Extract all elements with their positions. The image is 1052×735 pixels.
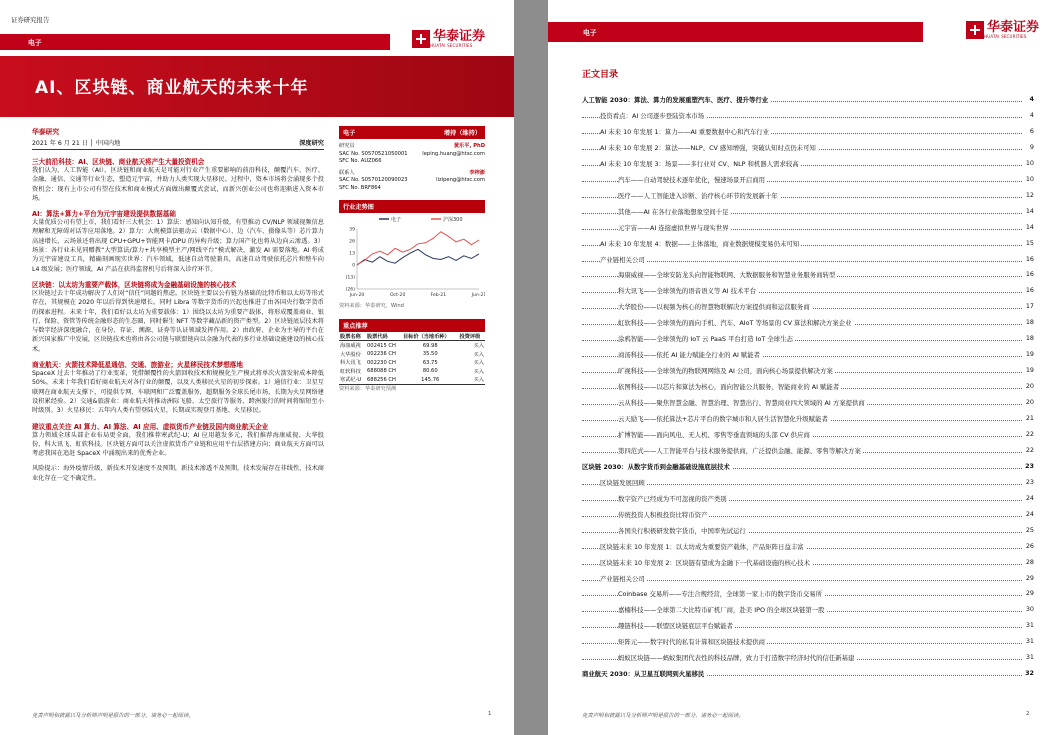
analyst-role: 联系人 [339,169,355,176]
toc-label: 商业航天 2030：从卫星互联网到火星移民 [582,670,705,679]
toc-label: 趣链科技——联盟区块链底层平台赋能者 [618,622,734,631]
toc-label: 投资看点：AI 公司逐步登陆资本市场 [600,111,705,120]
toc-row [582,159,1034,171]
toc-label: 区块链未来 10 年发展 2：区块链有望成为金融下一代基础设施的核心技术 [600,558,811,567]
analyst-sac: SAC No. S0570521050001 [339,150,408,157]
toc-label: 云天励飞——依托算法+芯片平台的数字城市和人居生活智慧化升级赋能者 [618,415,828,423]
rec-title: 重点推荐 [339,319,485,332]
table-row [339,350,485,359]
toc-dots [582,261,1022,262]
table-cell: 寒武纪-U [340,377,362,384]
section-heading: 建议重点关注 AI 算力、AI 算法、AI 应用、虚拟货币产业链及国内商业航天企业 [32,422,269,431]
toc-page: 31 [1025,653,1034,662]
toc-page: 29 [1025,589,1034,598]
toc-row [582,430,1034,442]
toc-row [582,350,1034,362]
disclaimer-footer: 免责声明和披露以及分析师声明是报告的一部分，请务必一起阅读。 [582,713,744,719]
table-cell: 80.60 [422,368,438,375]
toc-page: 20 [1025,398,1034,407]
summary-column [32,126,324,483]
toc-row [582,223,1034,235]
analyst-name: 黄乐平, PhD [453,143,485,149]
logo-mark-icon [966,21,984,39]
summary-section [32,279,324,354]
trend-title: 行业走势图 [339,200,485,213]
series-line-electronics [357,249,479,265]
toc-page: 4 [1029,110,1034,119]
sector-tag: 电子 [583,29,597,37]
analyst-sac: SAC No. S0570120090023 [339,177,408,184]
title-banner [0,56,514,117]
date-region: 2021 年 6 月 21 日 │ 中国内地 [32,140,121,147]
toc-page: 14 [1025,222,1034,231]
analyst-card [339,170,485,193]
toc-label: 蚂蚁区块链——蚂蚁集团代表性的科技品牌，致力于打造数字经济时代的信任新基建 [618,654,855,663]
toc-label: 产业链相关公司 [600,574,645,583]
sector-bar [548,22,923,42]
toc-row [582,605,1034,617]
toc-row [582,462,1034,474]
page-number: 2 [1026,711,1030,717]
section-body: 我们认为，人工智能（AI）、区块链和商业航天是可能对行业产生重要影响的前沿科技，颠覆汽车、医疗、金融、通信、交通等行业生态，塑造元宇宙，并助力人类实现大星移民。过程中，资本市场将会涌现多个投资机会：现有上市公司有望在技术和商业模式方面做出颠覆式尝试，而新兴创业公司也将迎渐进入资本市场。 [32,167,324,202]
analyst-email: lizipeng@htsc.com [436,177,485,184]
table-row [339,376,485,385]
huatai-logo: 华泰证券 HUATAI SECURITIES [412,30,485,48]
table-header-cell: 股票名称 [339,332,366,341]
toc-dots [582,580,1022,581]
sector-tag: 电子 [28,39,42,47]
toc-row [582,574,1034,586]
toc-page: 14 [1025,206,1034,215]
toc-label: 区块链未来 10 年发展 1：以太坊成为重要资产载体，产品矩阵日益丰富 [600,542,804,551]
toc-label: AI 未来 10 年发展 4：数据——主体落地，商业数据规模变易仍未可知 [600,239,800,248]
toc-page: 6 [1029,126,1034,135]
toc-label: 大华股份——以视频为核心的智慧物联解决方案提供商和运营服务商 [618,303,810,312]
report-title: AI、区块链、商业航天的未来十年 [35,78,309,98]
toc-page: 9 [1029,142,1034,151]
summary-section [32,156,324,203]
y-tick-label: 0 [352,263,355,269]
analyst-list [339,143,485,192]
toc-row [582,621,1034,633]
summary-section [32,359,324,415]
table-cell: 大华股份 [340,351,361,358]
toc-row [582,95,1034,107]
report-page-1 [0,0,514,735]
toc-page: 16 [1025,254,1034,263]
table-header-row [339,332,485,341]
table-cell: 002230 CH [366,359,396,366]
toc-label: 各国央行积极研发数字货币，中国率先试运行 [618,526,746,535]
analyst-row [339,143,485,151]
toc-page: 20 [1025,382,1034,391]
toc-title: 正文目录 [582,70,619,80]
toc-row [582,478,1034,490]
recommendation-table [339,332,485,385]
toc-label: 人工智能 2030：算法、算力的发展重塑汽车、医疗、提升等行业 [582,96,769,104]
toc-label: 矩阵元——数字时代的私有计算和区块链技术提供商 [618,638,765,647]
toc-label: 传统投资人积极投资比特币资产 [618,510,708,519]
section-heading: 商业航天：火箭技术降低星通信、交通、旅游业；火星移民技术梦想落地 [32,361,243,370]
toc-label: 区块链 2030：从数字货币到金融基础设施底层技术 [582,462,730,471]
sidebar-column [339,126,485,394]
toc-label: AI 未来 10 年发展 2：算法——NLP、CV 感知增强，突破认知时点仍未可知 [600,143,816,152]
toc-label: 其他——AI 在各行业落地想象空间十足 [618,207,729,216]
table-cell: 买入 [473,360,484,367]
toc-row [582,127,1034,139]
table-row [339,367,485,376]
toc-row [582,653,1034,665]
analyst-name: 李梓澎 [469,169,485,176]
table-header-cell: 目标价（当地币种） [402,332,459,341]
toc-row [582,558,1034,570]
disclaimer-footer: 免责声明和披露以及分析师声明是报告的一部分，请务必一起阅读。 [32,713,194,719]
section-body: 大量优质公司有望上市，我们看好三大机会：1）算法：感知向认知升级，有望推动 CV/NLP 领域视频信息理解和无障碍对话等应用落地。2）算力：大规模算法驱动云（数据中心）、边（汽车、摄像头等）芯片算力高速增长，云场景还将出现 CPU+GPU+智能网卡/DPU 的异构升级；算力国产化也将从边向云渗透。3）场景：各行业未见同赠教“大型算法/算力+共享模型主产/网线平台”模式解决，激发 AI 需要落地。AI 将成为元宇宙建设工具，精确刻画现实世界：汽车领域，低速自动驾驶兼具，高速自动驾驶依托芯片和整车向 L4 级发展；医疗领域，AI 产品在获得监督机号后将深入诊疗环节。 [32,219,324,273]
toc-row [582,382,1034,394]
y-tick-label: 26 [349,239,355,245]
y-tick-label: (13) [345,275,355,281]
toc-row [582,270,1034,282]
toc-page: 31 [1025,637,1034,646]
industry-rating-box: 电子 增持（维持） [339,126,485,139]
toc-row [582,302,1034,314]
trend-chart-svg [339,213,485,303]
toc-label: 元宇宙——AI 连接虚拟世界与现实世界 [618,223,729,232]
summary-sections [32,156,324,458]
table-cell: 买入 [473,377,484,384]
toc-page: 16 [1025,286,1034,295]
toc-row [582,143,1034,155]
section-heading: 三大前沿科技：AI、区块链、商业航天将产生大量投资机会 [32,158,205,166]
toc-row [582,334,1034,346]
toc-page: 28 [1025,557,1034,566]
y-tick-label: 39 [349,227,355,233]
x-tick-label: Jun-20 [349,293,365,299]
toc-row [582,255,1034,267]
analyst-sfc: SFC No. BRF864 [339,184,381,191]
table-cell: 63.75 [422,359,438,366]
rec-source: 资料来源：华泰研究预测 [339,384,485,394]
toc-row [582,175,1034,187]
toc-row [582,239,1034,251]
toc-row [582,669,1034,681]
toc-page: 31 [1025,621,1034,630]
summary-section [32,208,324,274]
report-type: 证券研究报告 [11,16,50,24]
analyst-row [339,170,485,178]
toc-label: 汽车——自动驾驶技术逐年优化，慢速场景开启商用 [618,175,765,184]
section-heading: 区块链：以太坊为重要产载体，区块链将成为金融基础设施的核心技术 [32,280,237,289]
toc-row [582,191,1034,203]
toc-label: Coinbase 交易所——专注合规经营，全球第一家上市的数字货币交易所 [618,590,823,599]
toc-page: 25 [1025,525,1034,534]
toc-row [582,589,1034,601]
toc-row [582,494,1034,506]
toc-label: AI 未来 10 年发展 3：场景——多行业对 CV、NLP 和机器人需求较高 [600,159,799,168]
section-body: SpaceX 过去十年推动了行业变革，凭借颠覆性的火箭回收技术和规模化生产模式将单次火箭发射成本降低 50%。未来十年我们看好商业航天对各行业的颠覆，以及人类移民火星的初步探索。1）通信行业：卫星互联网在商业航天支撑下，可提供专网、车联网和广泛覆盖服务，超期服务全球长尾市场，长期为火星网络建设积累经验。2）交通&旅游业：商业航天将推动洲际飞船、太空旅行等服务，跨洲旅行的时间将缩短至小时级别。3）火星移民：五年内人类有望登陆火星，长期或实现登月基地、火星移民。 [32,370,324,415]
toc-page: 4 [1029,95,1034,103]
toc-label: 旷视科技——全球领先的物联网网络及 AI 公司，面向核心场景提供解决方案 [618,367,833,376]
toc-page: 16 [1025,270,1034,279]
toc-page: 30 [1025,605,1034,614]
toc-row [582,398,1034,410]
toc-page: 29 [1025,573,1034,582]
section-body: 区块链过去十年成功解决了人们对“信任”问题的焦虑。区块链主要以公有链为基础的比特币和以太坊等形式存在，其规模在 2020 年以后得到快速增长。同时 Libra 等数字货币的兴起也推进了由各国央行数字货币的探索进程。未来十年，我们看好以太坊为重要载体：1）围绕以太坊为重要产载体，将形成覆盖商业、银行、保险、资管等传统金融形态的生态圈，同时催生 NFT 等数字藏品新的资产类型。2）区块链底层技术将与数字经济深度融合，在身份、存证、溯源、证券等认证领域发挥作用。2）由政府、企业为主导的平台在新兴国家推广中发展，区块链技术也将由各公司链与联盟链向以金融为代表的多行业基础设施建设的核心技术。 [32,289,324,353]
analyst-card [339,143,485,166]
x-tick-label: Oct-20 [389,293,406,299]
table-cell: 688088 CH [366,368,396,375]
risk-warning: 风险提示：海外疫情升级，新技术开发速度不及预期，新技术渗透不及预期，技术发展存在非线性，技术商业化存在一定不确定性。 [32,465,324,482]
table-row [339,359,485,368]
table-cell: 145.76 [421,376,440,383]
org-name: 华泰研究 [32,128,60,136]
toc-row [582,510,1034,522]
toc-label: 嘉楠科技——全球第二大比特币矿机厂商，赴美 IPO 的全球区块链第一股 [618,606,825,615]
table-row [339,341,485,350]
toc-page: 10 [1025,158,1034,167]
sector-bar [0,34,390,50]
toc-label: 依图科技——以芯片和算法为核心，面向智能公共服务、智能商业的 AI 赋能者 [618,383,840,392]
toc-label: 产业链相关公司 [600,255,645,264]
table-cell: 海康威视 [340,343,361,350]
toc-label: 医疗——人工智能进入诊断、治疗核心环节的发展新十年 [618,191,778,200]
analyst-row [339,177,485,185]
trend-source: 资料来源：华泰研究，Wind [339,303,404,310]
toc-page: 15 [1025,238,1034,247]
section-heading: AI：算法+算力+平台为元宇宙建设提供数据基础 [32,210,176,219]
x-tick-label: Feb-21 [430,293,447,299]
toc-page: 18 [1025,318,1034,327]
toc-page: 21 [1025,414,1034,422]
report-page-2 [548,0,1052,735]
table-cell: 002415 CH [366,342,396,349]
summary-section [32,421,324,459]
table-cell: 买入 [473,368,484,375]
legend-label: 电子 [391,217,402,224]
toc-row [582,542,1034,554]
toc-label: 区块链发展回顾 [600,478,645,487]
toc-page: 32 [1025,669,1034,678]
section-body: 算力领域全球头部企业布局更全面，我们推荐寒武纪-U；AI 应用越发多元，我们推荐海康威视、大华股份、科大讯飞、虹软科技。区块链方面可以关注虚拟货币产业链和应用平台层搭建方向；商业航天方面可以考虑我国在追赶 SpaceX 中涌现出来的优秀企业。 [32,431,324,458]
toc-dots [582,484,1022,485]
toc-page: 22 [1025,445,1034,454]
toc-page: 23 [1025,477,1034,486]
table-cell: 买入 [473,343,484,350]
toc-row [582,111,1034,123]
toc-label: 云从科技——聚焦智慧金融、智慧治理、智慧出行、智慧商业四大领域的 AI 方案提供商 [618,399,865,408]
toc-page: 12 [1025,190,1034,199]
toc-row [582,207,1034,219]
page-number: 1 [488,711,492,717]
toc-row [582,637,1034,649]
toc-page: 24 [1025,509,1034,518]
toc-label: 扩博智能——面向风电、无人机、零售等垂直领域的头部 CV 供应商 [618,430,810,439]
toc-page: 18 [1025,334,1034,343]
report-kind: 深度研究 [299,140,324,147]
table-cell: 002236 CH [366,351,396,358]
toc-label: 海康威视——全球安防龙头向智能物联网、大数据服务和智慧业务服务商转型 [618,271,836,280]
table-cell: 虹软科技 [340,368,361,375]
analyst-role: 研究员 [339,143,355,149]
toc-label: AI 未来 10 年发展 1：算力——AI 重要数据中心和汽车行业 [600,127,770,136]
toc-page: 19 [1025,350,1034,359]
toc-row [582,286,1034,298]
analyst-row [339,151,485,159]
toc-page: 10 [1025,174,1034,183]
x-tick-label: Jun-21 [471,293,485,299]
trend-chart [339,213,485,303]
toc-page: 24 [1025,493,1034,502]
logo-mark-icon [412,30,430,48]
toc-label: 涂鸦智能——全球领先的 IoT 云 PaaS 平台打造 IoT 全球生态 [618,335,793,344]
toc-label: 数字资产已经成为不可忽视的资产类别 [618,494,727,503]
toc-page: 17 [1025,302,1034,311]
table-header-cell: 投资评级 [459,332,485,341]
toc-label: 第四范式——人工智能平台与技术服务提供商，广泛提供金融、能源、零售等解决方案 [618,446,861,455]
toc-row [582,414,1034,426]
toc-page: 26 [1025,541,1034,550]
table-cell: 688256 CH [366,376,396,383]
analyst-sfc: SFC No. AUZ066 [339,158,382,165]
toc-label: 科大讯飞——全球领先的语音语义等 AI 技术平台 [618,287,757,296]
toc-row [582,446,1034,458]
table-header-cell: 股票代码 [366,332,402,341]
huatai-logo: 华泰证券 HUATAI SECURITIES [966,21,1039,39]
toc-page: 19 [1025,366,1034,375]
table-cell: 35.50 [422,351,438,358]
toc-page: 23 [1025,461,1034,470]
table-cell: 买入 [473,351,484,358]
y-tick-label: 13 [349,251,355,257]
toc-row [582,366,1034,378]
toc-label: 商汤科技——依托 AI 能力赋能全行业的 AI 赋能者 [618,351,761,360]
analyst-email: leping.huang@htsc.com [422,150,485,157]
toc-row [582,318,1034,330]
legend-label: 沪深300 [443,217,463,224]
toc-page: 22 [1025,429,1034,438]
toc-label: 虹软科技——全球领先的面向手机、汽车、AIoT 等场景的 CV 算法和解决方案企业 [618,319,852,328]
y-tick-label: (26) [345,287,355,293]
table-cell: 69.98 [422,342,438,349]
table-cell: 科大讯飞 [340,360,361,367]
toc-row [582,526,1034,538]
